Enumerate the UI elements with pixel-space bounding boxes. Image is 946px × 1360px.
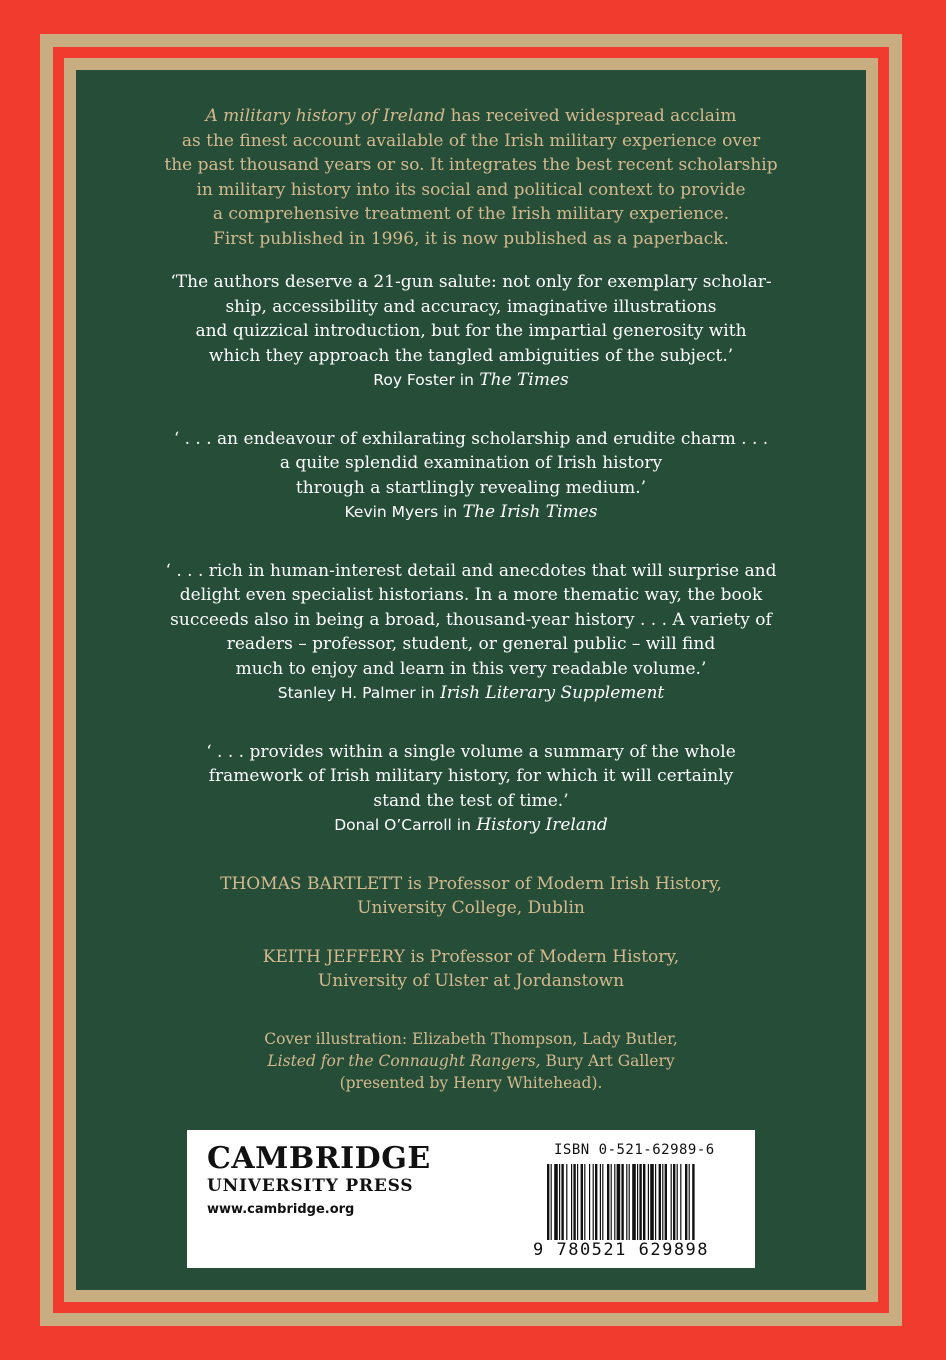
barcode-bar xyxy=(551,1164,552,1240)
publisher-barcode-label xyxy=(187,1130,755,1268)
barcode-bar xyxy=(680,1164,681,1240)
barcode-bar xyxy=(589,1164,590,1240)
barcode-bar xyxy=(611,1164,612,1240)
back-cover-panel xyxy=(76,70,866,1290)
barcode-bar xyxy=(650,1164,654,1240)
barcode-bar xyxy=(659,1164,661,1240)
barcode-bar xyxy=(559,1164,560,1240)
barcode-bar xyxy=(673,1164,675,1240)
barcode-bar xyxy=(662,1164,663,1240)
barcode-bar xyxy=(614,1164,615,1240)
barcode-number: 9 780521 629898 xyxy=(533,1240,710,1260)
publisher-subtitle: UNIVERSITY PRESS xyxy=(207,1176,414,1196)
barcode-bar xyxy=(566,1164,567,1240)
publisher-name: CAMBRIDGE xyxy=(207,1141,431,1176)
barcode-bar xyxy=(577,1164,578,1240)
barcode-bar xyxy=(626,1164,627,1240)
barcode-bar xyxy=(685,1164,687,1240)
barcode-bar xyxy=(655,1164,656,1240)
barcode-bar xyxy=(600,1164,601,1240)
barcode-bar xyxy=(671,1164,672,1240)
barcode-bar xyxy=(581,1164,583,1240)
barcode-bar xyxy=(593,1164,594,1240)
barcode-bar xyxy=(692,1164,694,1240)
barcode-bar xyxy=(665,1164,667,1240)
author-bio-2: KEITH JEFFERY is Professor of Modern History, University of Ulster at Jordanstown xyxy=(262,946,680,991)
barcode-bar xyxy=(607,1164,609,1240)
barcode-bar xyxy=(639,1164,641,1240)
barcode-bar xyxy=(677,1164,678,1240)
barcode-bar xyxy=(595,1164,597,1240)
review-quote-4: ‘ . . . provides within a single volume a summary of the whole framework of Irish military history, for which it will certainly stand the test of time.’ xyxy=(206,741,736,811)
review-citation-4: Donal O’Carroll in History Ireland xyxy=(334,815,608,835)
barcode-bar xyxy=(602,1164,603,1240)
review-citation-1: Roy Foster in The Times xyxy=(373,370,569,390)
publisher-logo xyxy=(207,1142,431,1217)
barcode-bar xyxy=(637,1164,638,1240)
barcode-bar xyxy=(632,1164,636,1240)
isbn-label: ISBN 0-521-62989-6 xyxy=(554,1142,715,1158)
publisher-url: www.cambridge.org xyxy=(207,1202,355,1217)
review-quote-2: ‘ . . . an endeavour of exhilarating scholarship and erudite charm . . . a quite splendid examination of Irish history through a startlingly revealing medium.’ xyxy=(173,428,769,498)
blurb-rest: as the finest account available of the Irish military experience over the past thousand years or so. It integrates the best recent scholarship in military history into its social and political context to provide a comprehensive treatment of the Irish military experience. First published in 1996, it is now published as a paperback. xyxy=(164,130,778,249)
barcode-bar xyxy=(643,1164,645,1240)
barcode-bar xyxy=(617,1164,621,1240)
barcode-icon xyxy=(547,1164,735,1240)
back-cover-text xyxy=(76,104,866,1094)
review-citation-2: Kevin Myers in The Irish Times xyxy=(344,502,598,522)
blurb-book-title: A military history of Ireland xyxy=(205,106,446,126)
review-citation-3: Stanley H. Palmer in Irish Literary Supplement xyxy=(277,683,665,703)
barcode-bar xyxy=(554,1164,558,1240)
barcode-bar xyxy=(561,1164,563,1240)
barcode-bar xyxy=(648,1164,649,1240)
barcode-bar xyxy=(689,1164,690,1240)
barcode-bar xyxy=(547,1164,549,1240)
barcode-bar xyxy=(584,1164,585,1240)
review-quote-1: ‘The authors deserve a 21-gun salute: not only for exemplary scholar- ship, accessibility and accuracy, imaginative illustrations and quizzical introduction, but for the impartial generosity with which they approach the tangled ambiguities of the subject.’ xyxy=(170,272,772,366)
blurb: A military history of Ireland has received widespread acclaim as the finest account available of the Irish military experience over the past thousand years or so. It integrates the best recent scholarship in military history into its social and political context to provide a comprehensive treatment of the Irish military experience. First published in 1996, it is now published as a paperback. xyxy=(164,106,778,249)
cover-credit: Cover illustration: Elizabeth Thompson, Lady Butler, Listed for the Connaught Rangers, Bury Art Gallery (presented by Henry Whitehead). xyxy=(264,1029,678,1092)
barcode-bar xyxy=(573,1164,575,1240)
author-bio-1: THOMAS BARTLETT is Professor of Modern Irish History, University College, Dublin xyxy=(220,873,722,918)
review-quote-3: ‘ . . . rich in human-interest detail and anecdotes that will surprise and delight even specialist historians. In a more thematic way, the book succeeds also in being a broad, thousand-year history . . . A variety of readers – professor, student, or general public – will find much to enjoy and learn in this very readable volume.’ xyxy=(165,560,777,679)
barcode-bar xyxy=(621,1164,623,1240)
barcode-bar xyxy=(629,1164,630,1240)
barcode-bar xyxy=(571,1164,572,1240)
